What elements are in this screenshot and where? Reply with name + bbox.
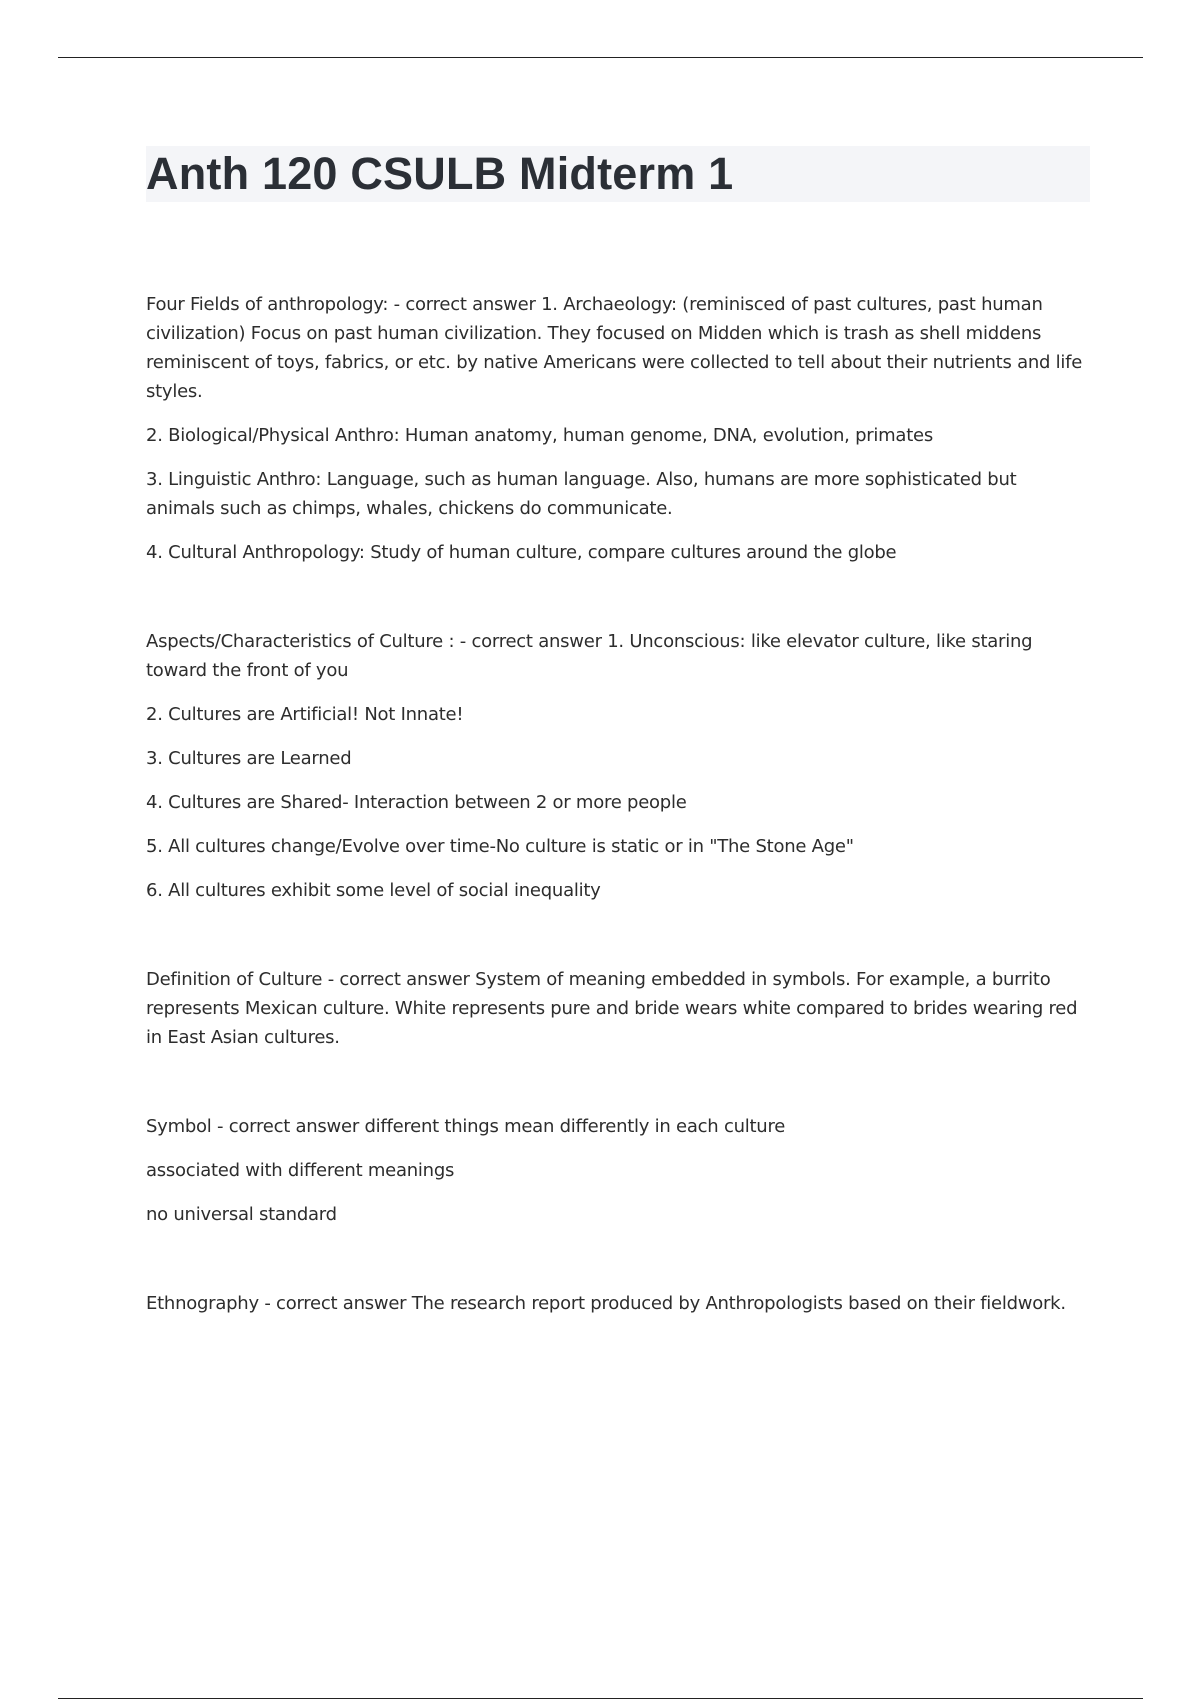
top-rule — [58, 57, 1143, 58]
entry-paragraph: 2. Biological/Physical Anthro: Human anatomy, human genome, DNA, evolution, primates — [146, 425, 933, 446]
qa-entries — [146, 290, 1090, 1378]
entry-paragraph: no universal standard — [146, 1204, 337, 1225]
entry-definition-of-culture — [146, 965, 1090, 1052]
entry-paragraph: Definition of Culture - correct answer System of meaning embedded in symbols. For example, a burrito represents Mexican culture. White represents pure and bride wears white compared to brides wearing red in East Asian cultures. — [146, 969, 1078, 1048]
bottom-rule — [58, 1698, 1143, 1699]
entry-ethnography — [146, 1289, 1090, 1318]
entry-paragraph: 4. Cultural Anthropology: Study of human culture, compare cultures around the globe — [146, 542, 897, 563]
entry-paragraph: 2. Cultures are Artificial! Not Innate! — [146, 704, 464, 725]
entry-symbol — [146, 1112, 1090, 1229]
entry-paragraph: Aspects/Characteristics of Culture : - correct answer 1. Unconscious: like elevator culture, like staring toward the front of you — [146, 631, 1033, 681]
entry-paragraph: Ethnography - correct answer The research report produced by Anthropologists based on their fieldwork. — [146, 1293, 1066, 1314]
page-title: Anth 120 CSULB Midterm 1 — [146, 148, 734, 199]
entry-paragraph: 6. All cultures exhibit some level of social inequality — [146, 880, 601, 901]
entry-paragraph: Symbol - correct answer different things mean differently in each culture — [146, 1116, 786, 1137]
entry-paragraph: Four Fields of anthropology: - correct answer 1. Archaeology: (reminisced of past cultures, past human civilization) Focus on past human civilization. They focused on Midden which is trash as shell middens reminiscent of toys, fabrics, or etc. by native Americans were collected to tell about their nutrients and life styles. — [146, 294, 1083, 402]
entry-paragraph: associated with different meanings — [146, 1160, 455, 1181]
entry-paragraph: 4. Cultures are Shared- Interaction between 2 or more people — [146, 792, 687, 813]
entry-characteristics-of-culture — [146, 627, 1090, 905]
entry-paragraph: 5. All cultures change/Evolve over time-No culture is static or in "The Stone Age" — [146, 836, 854, 857]
entry-four-fields — [146, 290, 1090, 567]
entry-paragraph: 3. Cultures are Learned — [146, 748, 352, 769]
entry-paragraph: 3. Linguistic Anthro: Language, such as human language. Also, humans are more sophisticated but animals such as chimps, whales, chickens do communicate. — [146, 469, 1017, 519]
